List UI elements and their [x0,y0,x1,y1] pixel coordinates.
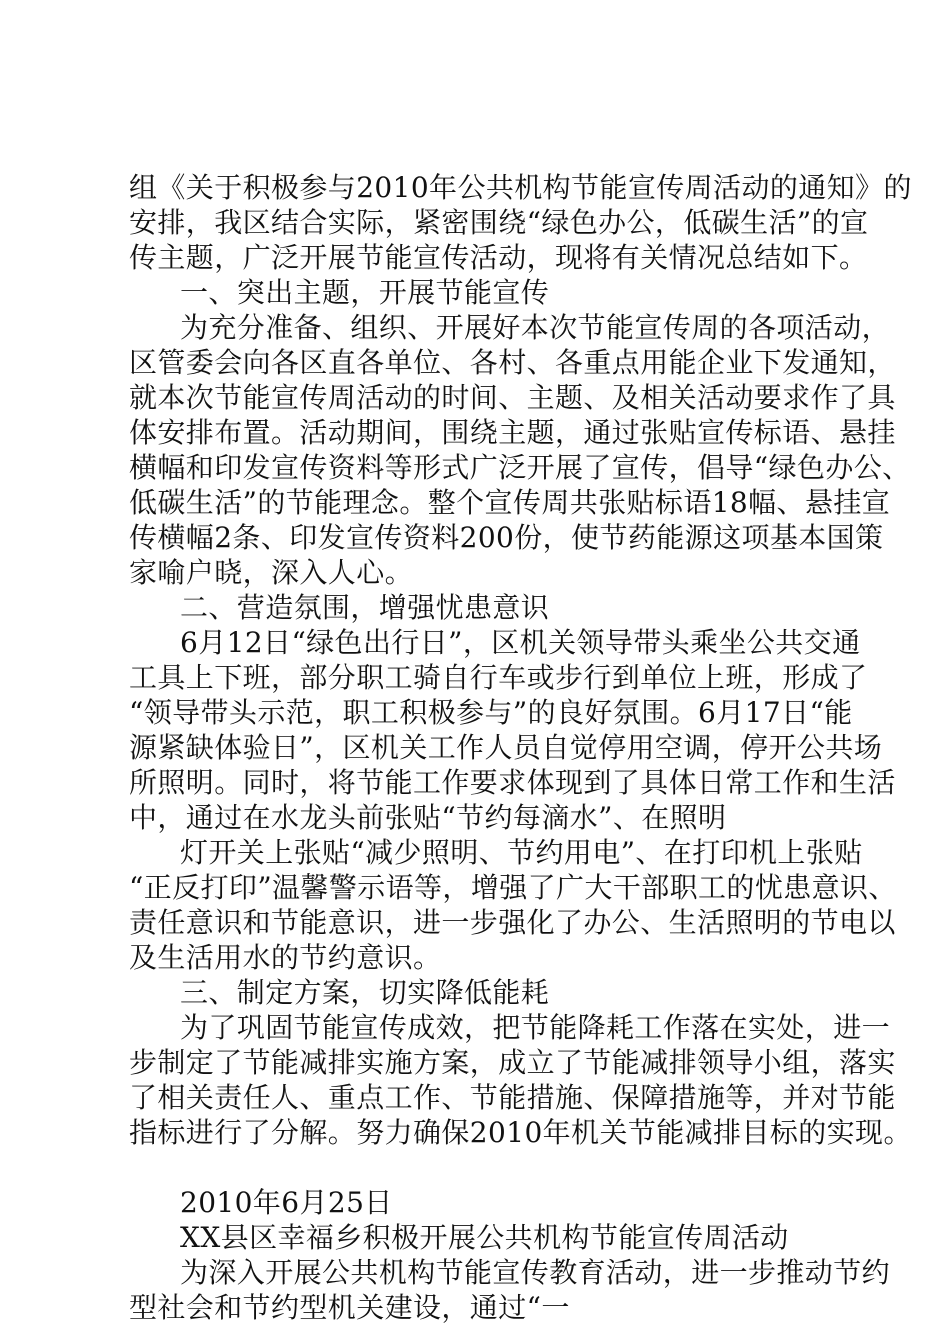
text-line: 中，通过在水龙头前张贴“节约每滴水”、在照明 [129,801,727,834]
article-title: XX县区幸福乡积极开展公共机构节能宣传周活动 [180,1221,789,1254]
text-line: 灯开关上张贴“减少照明、节约用电”、在打印机上张贴 [180,836,863,869]
text-line: 低碳生活”的节能理念。整个宣传周共张贴标语18幅、悬挂宣 [129,486,891,519]
text-line: “领导带头示范，职工积极参与”的良好氛围。6月17日“能 [129,696,853,729]
text-line: 就本次节能宣传周活动的时间、主题、及相关活动要求作了具 [129,381,896,414]
text-line: 所照明。同时，将节能工作要求体现到了具体日常工作和生活 [129,766,896,799]
section-heading: 二、营造氛围，增强忧患意识 [180,591,550,624]
text-line: 6月12日“绿色出行日”，区机关领导带头乘坐公共交通 [180,626,861,659]
text-line: 安排，我区结合实际，紧密围绕“绿色办公，低碳生活”的宣 [129,206,869,239]
text-line: 横幅和印发宣传资料等形式广泛开展了宣传，倡导“绿色办公、 [129,451,911,484]
section-heading: 三、制定方案，切实降低能耗 [180,976,550,1009]
text-line: 源紧缺体验日”，区机关工作人员自觉停用空调，停开公共场 [129,731,883,764]
section-heading: 一、突出主题，开展节能宣传 [180,276,550,309]
text-line: 组《关于积极参与2010年公共机构节能宣传周活动的通知》的 [129,171,912,204]
text-line: 责任意识和节能意识，进一步强化了办公、生活照明的节电以 [129,906,896,939]
text-line: 体安排布置。活动期间，围绕主题，通过张贴宣传标语、悬挂 [129,416,896,449]
text-line: 步制定了节能减排实施方案，成立了节能减排领导小组，落实 [129,1046,896,1079]
text-line: 及生活用水的节约意识。 [129,941,442,974]
text-line: “正反打印”温馨警示语等，增强了广大干部职工的忧患意识、 [129,871,897,904]
text-line: 传横幅2条、印发宣传资料200份，使节药能源这项基本国策 [129,521,884,554]
text-line: 工具上下班，部分职工骑自行车或步行到单位上班，形成了 [129,661,868,694]
text-line: 区管委会向各区直各单位、各村、各重点用能企业下发通知， [129,346,896,379]
text-line: 传主题，广泛开展节能宣传活动，现将有关情况总结如下。 [129,241,868,274]
text-line: 型社会和节约型机关建设，通过“一 [129,1291,570,1324]
text-line: 为深入开展公共机构节能宣传教育活动，进一步推动节约 [180,1256,891,1289]
text-line: 为了巩固节能宣传成效，把节能降耗工作落在实处，进一 [180,1011,891,1044]
date-line: 2010年6月25日 [180,1186,393,1219]
text-line: 为充分准备、组织、开展好本次节能宣传周的各项活动， [180,311,891,344]
text-line: 家喻户晓，深入人心。 [129,556,414,589]
text-line: 指标进行了分解。努力确保2010年机关节能减排目标的实现。 [129,1116,912,1149]
text-line: 了相关责任人、重点工作、节能措施、保障措施等，并对节能 [129,1081,896,1114]
